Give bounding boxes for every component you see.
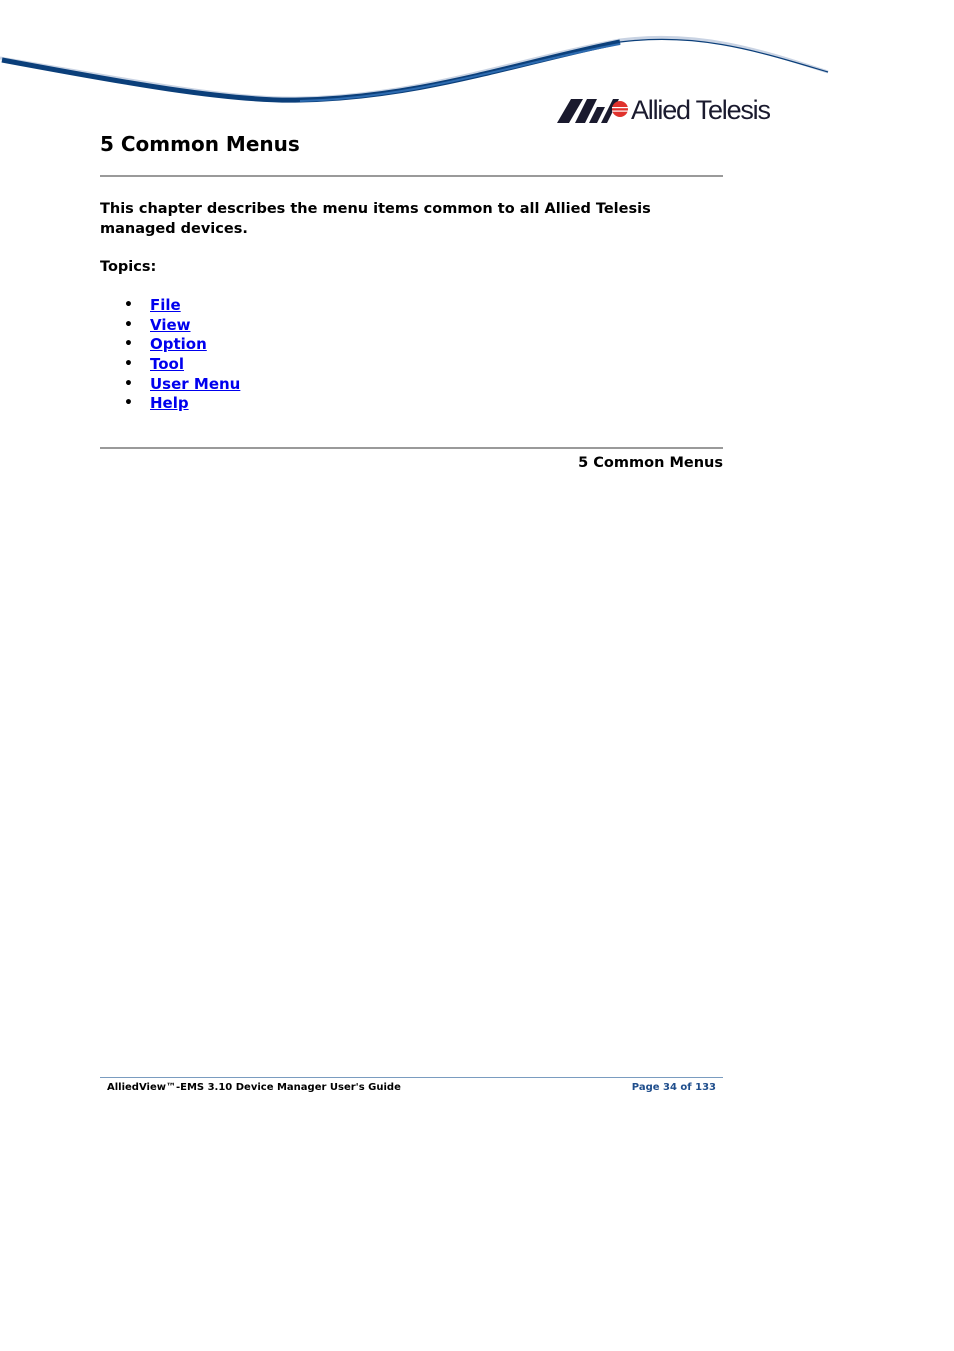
- section-footer-label: 5 Common Menus: [578, 455, 723, 471]
- chapter-title: 5 Common Menus: [100, 132, 300, 156]
- bullet-icon: •: [124, 316, 133, 333]
- list-item: [100, 355, 240, 375]
- chapter-intro: This chapter describes the menu items common to all Allied Telesis managed devices.: [100, 201, 651, 237]
- brand-name: Allied Telesis: [631, 94, 770, 125]
- topic-link-help[interactable]: Help: [150, 394, 189, 413]
- bullet-icon: •: [124, 375, 133, 392]
- footer-guide-title: AlliedView™-EMS 3.10 Device Manager User's Guide: [107, 1082, 401, 1093]
- topic-link-option[interactable]: Option: [150, 335, 207, 354]
- section-divider: [100, 447, 723, 449]
- topics-list: [100, 296, 240, 414]
- footer-page-number: Page 34 of 133: [631, 1082, 716, 1093]
- list-item: [100, 316, 240, 336]
- list-item: [100, 296, 240, 316]
- bullet-icon: •: [124, 336, 133, 353]
- title-divider: [100, 175, 723, 177]
- allied-telesis-logo-icon: [557, 95, 629, 125]
- list-item: [100, 335, 240, 355]
- list-item: [100, 394, 240, 414]
- bullet-icon: •: [124, 297, 133, 313]
- footer-divider: [100, 1077, 723, 1078]
- list-item: [100, 375, 240, 395]
- topic-link-tool[interactable]: Tool: [150, 355, 184, 374]
- brand-logo: [557, 92, 779, 128]
- topic-link-file[interactable]: File: [150, 296, 181, 314]
- bullet-icon: •: [124, 356, 133, 373]
- topic-link-user-menu[interactable]: User Menu: [150, 374, 241, 393]
- topics-label: Topics:: [100, 259, 157, 275]
- bullet-icon: •: [124, 395, 133, 412]
- topic-link-view[interactable]: View: [150, 315, 191, 334]
